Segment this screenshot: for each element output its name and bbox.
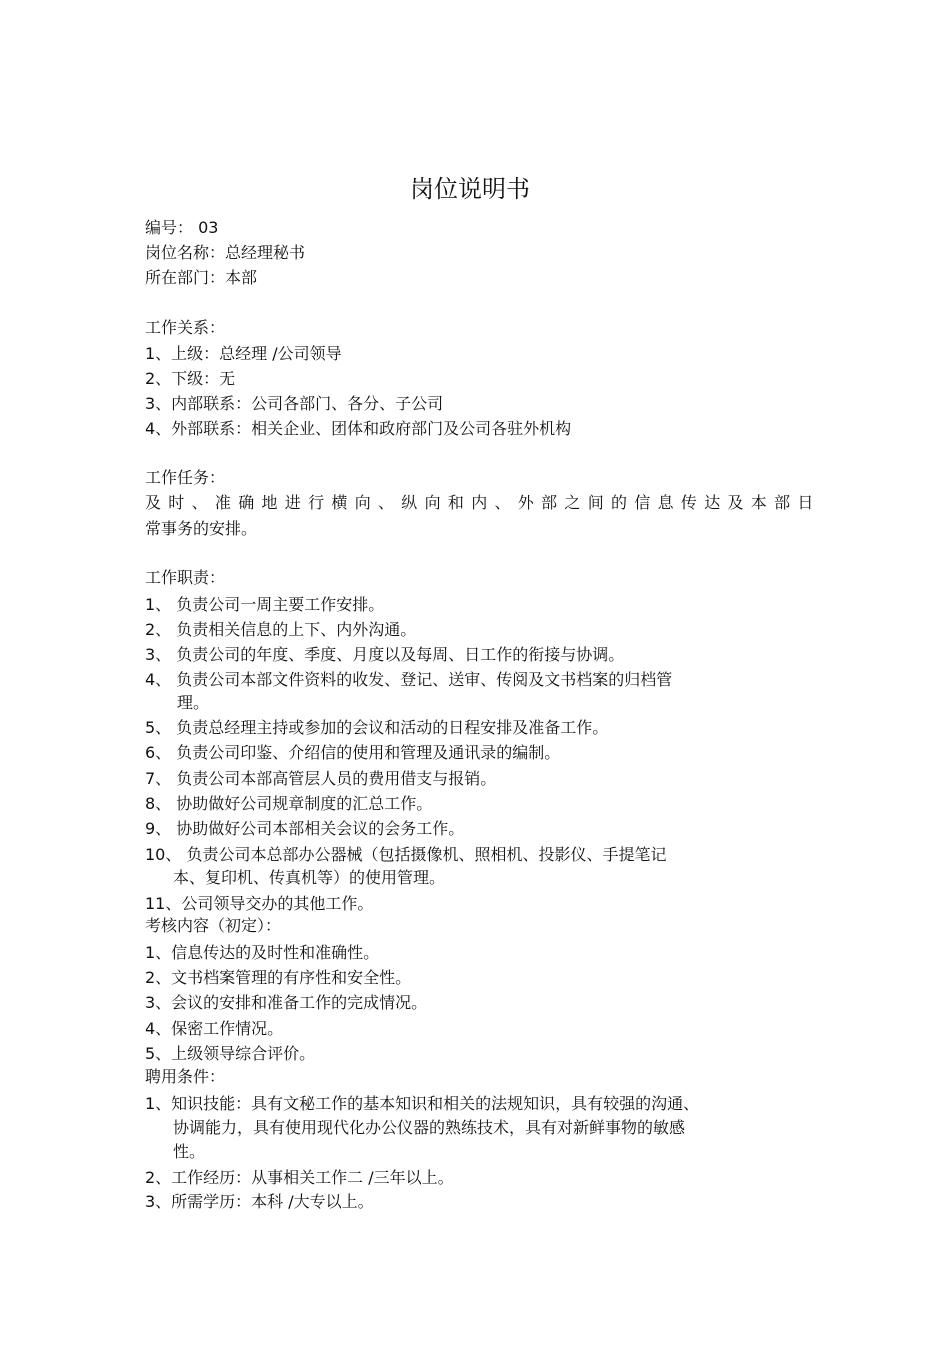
- tasks-text: 常事务的安排。: [145, 519, 258, 538]
- duty-item: 8、 协助做好公司规章制度的汇总工作。: [145, 794, 433, 813]
- duty-item: 7、 负责公司本部高管层人员的费用借支与报销。: [145, 769, 497, 788]
- assessment-item: 3、会议的安排和准备工作的完成情况。: [145, 993, 428, 1012]
- tasks-heading: 工作任务：: [145, 468, 226, 487]
- assessment-item: 1、信息传达的及时性和准确性。: [145, 943, 380, 962]
- relations-item: 1、上级：总经理 /公司领导: [145, 344, 342, 363]
- duty-item: 11、公司领导交办的其他工作。: [145, 894, 374, 913]
- duty-item-continuation: 理。: [177, 693, 210, 712]
- duty-item: 10、 负责公司本总部办公器械（包括摄像机、照相机、投影仪、手提笔记: [145, 845, 667, 864]
- duty-item: 3、 负责公司的年度、季度、月度以及每周、日工作的衔接与协调。: [145, 645, 625, 664]
- duty-item: 4、 负责公司本部文件资料的收发、登记、送审、传阅及文书档案的归档管: [145, 670, 673, 689]
- requirement-item: 1、知识技能：具有文秘工作的基本知识和相关的法规知识，具有较强的沟通、: [145, 1094, 700, 1113]
- assessment-item: 4、保密工作情况。: [145, 1019, 284, 1038]
- relations-item: 2、下级：无: [145, 369, 236, 388]
- assessment-item: 5、上级领导综合评价。: [145, 1044, 316, 1063]
- duty-item-continuation: 本、复印机、传真机等）的使用管理。: [173, 868, 446, 887]
- requirement-item: 2、工作经历：从事相关工作二 /三年以上。: [145, 1168, 454, 1187]
- relations-item: 3、内部联系：公司各部门、各分、子公司: [145, 394, 444, 413]
- requirement-item: 3、所需学历：本科 /大专以上。: [145, 1192, 374, 1211]
- requirement-item-continuation: 协调能力，具有使用现代化办公仪器的熟练技术，具有对新鲜事物的敏感: [173, 1118, 686, 1137]
- assessment-item: 2、文书档案管理的有序性和安全性。: [145, 968, 412, 987]
- duty-item: 2、 负责相关信息的上下、内外沟通。: [145, 620, 417, 639]
- department-field: 所在部门：本部: [145, 268, 258, 287]
- document-title: 岗位说明书: [410, 175, 530, 203]
- duties-heading: 工作职责：: [145, 568, 226, 587]
- job-title-field: 岗位名称：总经理秘书: [145, 243, 306, 262]
- tasks-text: 及时、准确地进行横向、纵向和内、外部之间的信息传达及本部日: [145, 493, 821, 512]
- requirements-heading: 聘用条件：: [145, 1067, 226, 1086]
- job-number: 编号： 03: [145, 218, 219, 237]
- duty-item: 9、 协助做好公司本部相关会议的会务工作。: [145, 819, 465, 838]
- duty-item: 5、 负责总经理主持或参加的会议和活动的日程安排及准备工作。: [145, 718, 609, 737]
- relations-heading: 工作关系：: [145, 318, 226, 337]
- duty-item: 6、 负责公司印鉴、介绍信的使用和管理及通讯录的编制。: [145, 743, 561, 762]
- requirement-item-continuation: 性。: [173, 1142, 206, 1161]
- duty-item: 1、 负责公司一周主要工作安排。: [145, 595, 385, 614]
- assessment-heading: 考核内容（初定）：: [145, 916, 282, 935]
- relations-item: 4、外部联系：相关企业、团体和政府部门及公司各驻外机构: [145, 419, 572, 438]
